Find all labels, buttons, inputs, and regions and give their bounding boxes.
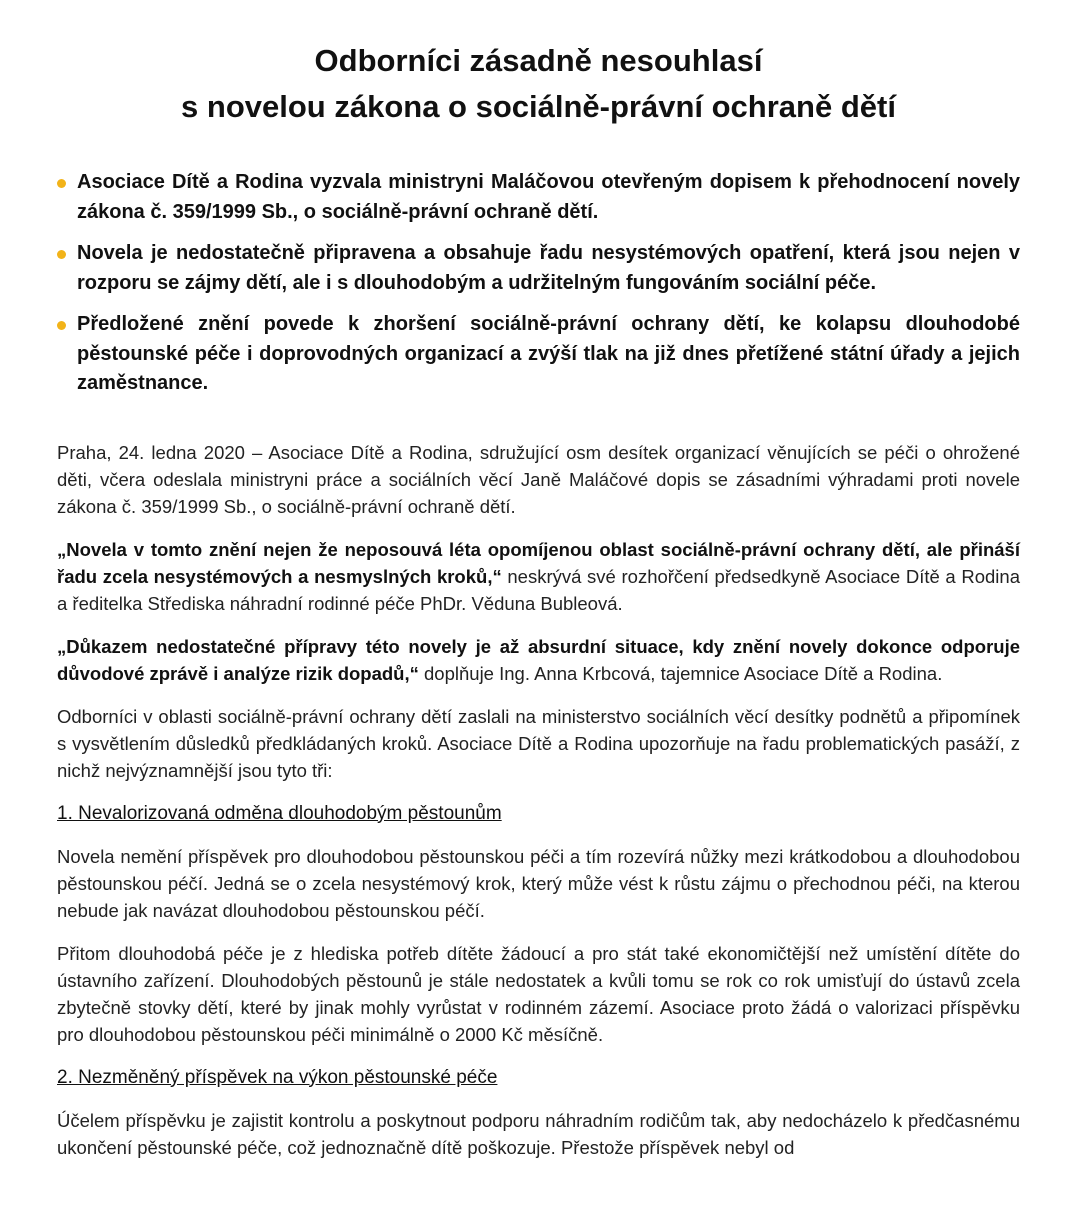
- summary-bullet-item: [57, 310, 1020, 399]
- summary-bullet-list: [57, 168, 1020, 399]
- summary-bullet-text: Předložené znění povede k zhoršení sociálně-právní ochrany dětí, ke kolapsu dlouhodobé pěstounské péče i doprovodných organizací a zvýší tlak na již dnes přetížené státní úřady a jejich zaměstnance.: [77, 313, 1020, 394]
- summary-bullet-item: [57, 168, 1020, 227]
- section-heading-2: 2. Nezměněný příspěvek na výkon pěstounské péče: [57, 1066, 498, 1088]
- summary-bullet-text: Novela je nedostatečně připravena a obsahuje řadu nesystémových opatření, která jsou nejen v rozporu se zájmy dětí, ale i s dlouhodobým a udržitelným fungováním sociální péče.: [77, 242, 1020, 294]
- quote-attribution: neskrývá své rozhořčení předsedkyně Asociace Dítě a Rodina a ředitelka Střediska náhradní rodinné péče PhDr. Věduna Bubleová.: [57, 565, 1020, 614]
- section-1-paragraph-2: Přitom dlouhodobá péče je z hlediska potřeb dítěte žádoucí a pro stát také ekonomičtější než umístění dítěte do ústavního zařízení. Dlouhodobých pěstounů je stále nedostatek a kvůli tomu se rok co rok umisťují do ústavů zcela zbytečně stovky dětí, které by jinak mohly vyrůstat v rodinném zázemí. Asociace proto žádá o valorizaci příspěvku pro dlouhodobou pěstounskou péči minimálně o 2000 Kč měsíčně.: [57, 942, 1020, 1045]
- quote-text: „Novela v tomto znění nejen že neposouvá léta opomíjenou oblast sociálně-právní ochrany dětí, ale přináší řadu zcela nesystémových a nesmyslných kroků,“: [57, 538, 1020, 587]
- quote-text: „Důkazem nedostatečné přípravy této novely je až absurdní situace, kdy znění novely dokonce odporuje důvodové zprávě i analýze rizik dopadů,“: [57, 635, 1020, 684]
- quote-attribution: doplňuje Ing. Anna Krbcová, tajemnice Asociace Dítě a Rodina.: [418, 662, 943, 684]
- document-page: [57, 0, 1020, 1177]
- summary-bullet-text: Asociace Dítě a Rodina vyzvala ministryni Maláčovou otevřeným dopisem k přehodnocení novely zákona č. 359/1999 Sb., o sociálně-právní ochraně dětí.: [77, 171, 1020, 223]
- section-2-paragraph-1: Účelem příspěvku je zajistit kontrolu a poskytnout podporu náhradním rodičům tak, aby nedocházelo k předčasnému ukončení pěstounské péče, což jednoznačně dítě poškozuje. Přestože příspěvek nebyl od: [57, 1109, 1020, 1158]
- page-title: [57, 38, 1020, 130]
- bullet-dot-icon: [57, 250, 66, 259]
- intro-paragraph: Praha, 24. ledna 2020 – Asociace Dítě a Rodina, sdružující osm desítek organizací věnujících se péči o ohrožené děti, včera odeslala ministryni práce a sociálních věcí Janě Maláčové dopis se zásadními výhradami proti novele zákona č. 359/1999 Sb., o sociálně-právní ochraně dětí.: [57, 441, 1020, 517]
- section-1-paragraph-1: Novela nemění příspěvek pro dlouhodobou pěstounskou péči a tím rozevírá nůžky mezi krátkodobou a dlouhodobou pěstounskou péčí. Jedná se o zcela nesystémový krok, který může vést k růstu zájmu o přechodnou péči, na kterou nebude jak navázat dlouhodobou pěstounskou péčí.: [57, 845, 1020, 921]
- quote-paragraph-2: [57, 633, 1020, 687]
- context-paragraph: Odborníci v oblasti sociálně-právní ochrany dětí zaslali na ministerstvo sociálních věcí desítky podnětů a připomínek s vysvětlením důsledků předkládaných kroků. Asociace Dítě a Rodina upozorňuje na řadu problematických pasáží, z nichž nejvýznamnější jsou tyto tři:: [57, 705, 1020, 781]
- quote-paragraph-1: [57, 536, 1020, 617]
- article-body: [57, 439, 1020, 1161]
- section-heading-1: 1. Nevalorizovaná odměna dlouhodobým pěstounům: [57, 802, 502, 824]
- summary-bullet-item: [57, 239, 1020, 298]
- bullet-dot-icon: [57, 179, 66, 188]
- title-line-1: Odborníci zásadně nesouhlasí: [314, 43, 763, 78]
- title-line-2: s novelou zákona o sociálně-právní ochraně dětí: [181, 89, 896, 124]
- bullet-dot-icon: [57, 321, 66, 330]
